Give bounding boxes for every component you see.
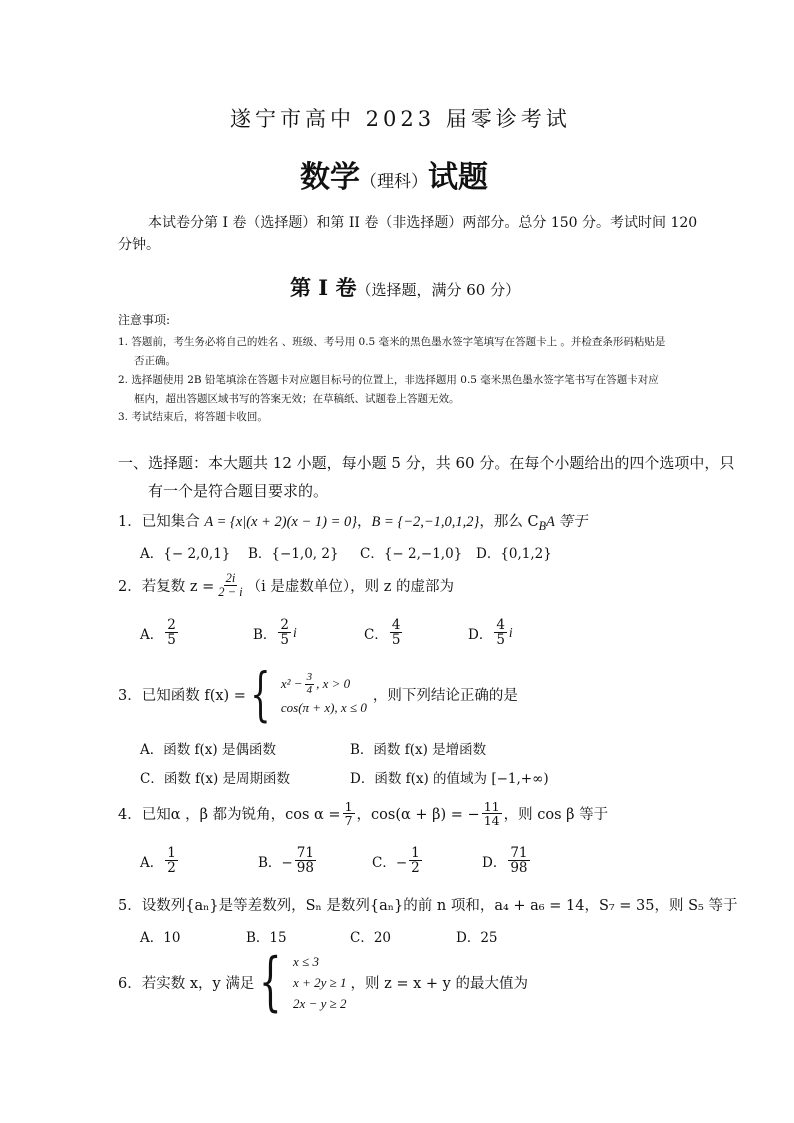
q3-option-d: D．函数 f(x) 的值域为 [−1,+∞) [350, 771, 549, 787]
q1-option-b: B．{−1,0, 2} [248, 546, 339, 562]
q1-option-d: D．{0,1,2} [476, 546, 552, 562]
opt-num: 4 [496, 617, 505, 633]
case1-den: 4 [306, 683, 313, 696]
volume-heading [290, 272, 520, 302]
q3-text-a: 已知函数 f(x) = [141, 687, 246, 704]
opt-den: 2 [167, 860, 176, 877]
note-3: 3. 考试结束后，将答题卡收回。 [118, 411, 268, 423]
q3-option-b: B．函数 f(x) 是增函数 [350, 742, 487, 758]
volume-note: （选择题，满分 60 分） [356, 281, 521, 299]
opt-num: 1 [167, 845, 176, 861]
option-label: A． [140, 626, 164, 643]
question-number: 6． [118, 975, 142, 992]
note-1a: 1. 答题前，考生务必将自己的姓名 、班级、考号用 0.5 毫米的黑色墨水签字笔填写在答题卡上 。并检查条形码粘贴是 [118, 336, 666, 348]
q5-text: 设数列{aₙ}是等差数列，Sₙ 是数列{aₙ}的前 n 项和，a₄ + a₆ = 14，S₇ = 35，则 S₅ 等于 [141, 898, 738, 914]
q4-option-b [258, 846, 318, 875]
option-label: B．− [258, 854, 293, 871]
q1-option-c: C．{− 2,−1,0} [360, 546, 463, 562]
case1-a: x² − [280, 676, 303, 691]
opt-num: 2 [280, 617, 290, 633]
q4-text-b: ，cos(α + β) = − [356, 807, 480, 824]
opt-suffix: i [508, 624, 513, 640]
q5-option-d: D．25 [456, 930, 498, 946]
q6-text-b: ，则 z = x + y 的最大值为 [350, 975, 528, 992]
question-number: 2． [118, 579, 142, 596]
question-number: 1． [118, 514, 142, 530]
q1-text-d: A 等于 [545, 514, 588, 530]
q2-option-b [253, 618, 297, 647]
q3-option-a: A．函数 f(x) 是偶函数 [140, 742, 276, 758]
q2-option-d [468, 618, 513, 647]
question-number: 3． [118, 687, 142, 704]
constraint-1: x ≤ 3 [293, 953, 319, 969]
option-label: C． [364, 626, 388, 643]
q4-frac-2 [482, 800, 502, 827]
option-label: B． [253, 626, 277, 643]
q1-text-c: ，那么 C [479, 514, 539, 530]
q2-fraction [216, 572, 244, 599]
f2-den: 14 [483, 813, 500, 829]
q4-text-a: 已知α ，β 都为锐角，cos α = [141, 807, 341, 824]
intro-line-2: 分钟。 [118, 237, 160, 253]
question-6-stem [118, 945, 528, 1019]
q2-frac-den: 2 − i [218, 585, 243, 600]
q4-option-d [482, 846, 532, 875]
opt-suffix: i [293, 624, 297, 640]
piecewise-cases [281, 672, 367, 716]
opt-den: 2 [411, 860, 420, 877]
option-label: D． [482, 854, 507, 871]
question-2-stem [118, 572, 454, 599]
q2-text-a: 若复数 z = [141, 579, 215, 596]
q1-option-a: A．{− 2,0,1} [140, 546, 231, 562]
q3-case-2: cos(π + x), x ≤ 0 [280, 700, 367, 716]
f1-den: 7 [344, 813, 353, 829]
q3-option-c: C．函数 f(x) 是周期函数 [140, 771, 291, 787]
opt-den: 98 [510, 860, 528, 877]
opt-num: 71 [296, 845, 314, 861]
q1-text-a: 已知集合 [141, 514, 205, 530]
option-label: C．− [372, 854, 408, 871]
q4-option-c [372, 846, 424, 875]
opt-den: 5 [391, 632, 401, 649]
q3-case-1 [281, 672, 367, 696]
question-1-stem [118, 510, 587, 534]
q6-text-a: 若实数 x，y 满足 [141, 975, 255, 992]
q2-option-c [364, 618, 404, 647]
q1-set-a: A = {x|(x + 2)(x − 1) = 0} [204, 514, 358, 530]
opt-den: 5 [280, 632, 290, 649]
opt-num: 71 [510, 845, 528, 861]
constraint-list [293, 951, 346, 1014]
question-5-stem [118, 894, 737, 915]
q2-text-b: （i 是虚数单位），则 z 的虚部为 [246, 579, 455, 596]
f2-num: 11 [483, 799, 500, 814]
question-3-stem [118, 660, 518, 728]
q1-text-b: ， [357, 514, 372, 530]
option-label: A． [140, 854, 164, 871]
q2-frac-num: 2i [225, 571, 236, 585]
volume-label: 第 Ⅰ 卷 [290, 275, 357, 300]
intro-line-1: 本试卷分第 I 卷（选择题）和第 II 卷（非选择题）两部分。总分 150 分。考试时间 120 [148, 215, 698, 231]
question-4-stem [118, 800, 608, 827]
subject-end: 试题 [428, 160, 488, 195]
note-2b: 框内，超出答题区域书写的答案无效；在草稿纸、试题卷上答题无效。 [134, 393, 460, 405]
q5-option-b: B．15 [246, 930, 287, 946]
case1-b: , x > 0 [316, 676, 351, 691]
brace-icon: { [259, 945, 282, 1019]
q2-option-a [140, 618, 180, 647]
q5-option-a: A．10 [140, 930, 181, 946]
q1-subscript: B [538, 518, 546, 533]
notes-title: 注意事项: [118, 313, 171, 327]
subject-title [300, 152, 488, 196]
opt-den: 98 [296, 860, 314, 877]
note-2a: 2. 选择题使用 2B 铅笔填涂在答题卡对应题目标号的位置上，非选择题用 0.5 毫米黑色墨水签字笔书写在答题卡对应 [118, 374, 659, 386]
f1-num: 1 [344, 799, 353, 814]
question-number: 5． [118, 898, 142, 914]
exam-title: 遂宁市高中 2023 届零诊考试 [230, 107, 571, 131]
section-line-1: 一、选择题：本大题共 12 小题，每小题 5 分，共 60 分。在每个小题给出的四个选项中，只 [118, 454, 735, 472]
opt-num: 2 [167, 617, 176, 633]
q5-option-c: C．20 [350, 930, 392, 946]
q4-option-a [140, 846, 180, 875]
constraint-2: x + 2y ≥ 1 [293, 974, 347, 990]
opt-num: 1 [411, 845, 420, 861]
note-1b: 否正确。 [134, 355, 176, 367]
q3-text-b: ，则下列结论正确的是 [372, 687, 518, 704]
opt-den: 5 [496, 632, 505, 649]
opt-num: 4 [391, 617, 401, 633]
case1-num: 3 [306, 670, 313, 683]
subject-main: 数学 [300, 160, 360, 195]
constraint-3: 2x − y ≥ 2 [293, 995, 347, 1011]
q4-text-c: ，则 cos β 等于 [503, 807, 609, 824]
q4-frac-1 [343, 800, 355, 827]
option-label: D． [468, 626, 493, 643]
opt-den: 5 [167, 632, 176, 649]
brace-icon: { [250, 660, 271, 728]
question-number: 4． [118, 807, 142, 824]
q1-set-b: B = {−2,−1,0,1,2} [371, 514, 480, 530]
section-line-2: 有一个是符合题目要求的。 [148, 482, 329, 500]
subject-sub: （理科） [360, 172, 428, 192]
